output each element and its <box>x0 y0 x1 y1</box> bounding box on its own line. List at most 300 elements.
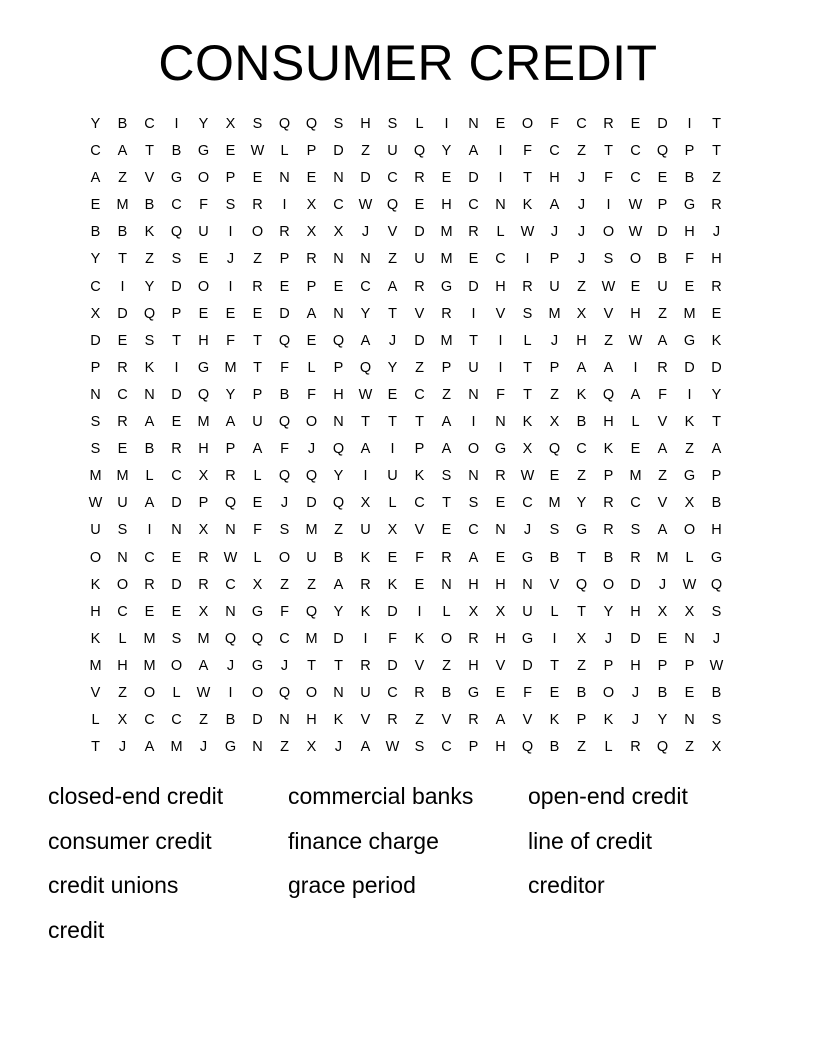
grid-letter: R <box>522 278 533 295</box>
grid-letter: Z <box>415 359 424 376</box>
grid-letter: A <box>630 386 641 403</box>
word-list-item: closed-end credit <box>48 783 224 809</box>
grid-letter: B <box>711 495 722 512</box>
grid-letter: L <box>91 712 100 729</box>
grid-letter: S <box>441 468 452 485</box>
grid-letter: E <box>387 549 398 566</box>
grid-letter: U <box>306 549 317 566</box>
grid-letter: S <box>468 495 479 512</box>
grid-letter: P <box>414 441 425 458</box>
grid-letter: I <box>228 684 233 701</box>
grid-letter: A <box>468 143 479 160</box>
grid-letter: J <box>604 630 613 647</box>
grid-letter: J <box>226 251 235 268</box>
grid-letter: J <box>199 739 208 756</box>
grid-letter: J <box>523 522 532 539</box>
grid-letter: H <box>306 712 317 729</box>
grid-letter: X <box>306 224 317 241</box>
grid-letter: R <box>414 170 425 187</box>
grid-letter: X <box>576 630 587 647</box>
grid-letter: G <box>251 657 264 674</box>
grid-letter: I <box>444 116 449 132</box>
word-list <box>48 774 768 952</box>
grid-letter: X <box>333 224 344 241</box>
grid-letter: Q <box>656 739 669 756</box>
grid-letter: Z <box>280 576 289 593</box>
grid-letter: H <box>684 224 695 241</box>
grid-letter: W <box>709 657 724 674</box>
grid-letter: C <box>279 630 290 647</box>
grid-letter: Z <box>712 170 721 187</box>
grid-letter: E <box>495 684 506 701</box>
grid-letter: K <box>522 197 533 214</box>
grid-letter: I <box>120 278 125 295</box>
grid-letter: B <box>549 549 560 566</box>
grid-letter: Y <box>90 116 101 132</box>
grid-letter: U <box>522 603 533 620</box>
grid-letter: F <box>253 522 262 539</box>
grid-letter: N <box>117 549 128 566</box>
grid-letter: P <box>90 359 101 376</box>
puzzle-title: CONSUMER CREDIT <box>158 35 658 91</box>
grid-letter: O <box>143 684 156 701</box>
grid-letter: R <box>360 657 371 674</box>
grid-letter: P <box>441 359 452 376</box>
grid-letter: R <box>603 116 614 132</box>
grid-letter: I <box>471 305 476 322</box>
grid-letter: T <box>307 657 316 674</box>
grid-letter: X <box>684 603 695 620</box>
grid-letter: J <box>361 224 370 241</box>
grid-letter: R <box>711 278 722 295</box>
word-list-item: line of credit <box>528 827 653 854</box>
grid-letter: E <box>495 549 506 566</box>
grid-letter: M <box>440 224 453 241</box>
grid-letter: B <box>441 684 452 701</box>
grid-letter: F <box>199 197 208 214</box>
grid-letter: Z <box>550 386 559 403</box>
grid-letter: R <box>603 495 614 512</box>
grid-letter: M <box>170 739 183 756</box>
grid-letter: J <box>631 712 640 729</box>
grid-letter: L <box>280 143 289 160</box>
grid-letter: C <box>576 441 587 458</box>
grid-letter: W <box>88 495 103 512</box>
grid-letter: I <box>174 116 179 132</box>
grid-letter: A <box>252 441 263 458</box>
grid-letter: E <box>711 305 722 322</box>
grid-letter: N <box>90 386 101 403</box>
grid-letter: P <box>684 657 695 674</box>
grid-letter: P <box>198 495 209 512</box>
grid-letter: A <box>387 278 398 295</box>
grid-letter: I <box>606 197 611 214</box>
grid-letter: T <box>712 414 721 431</box>
grid-letter: D <box>711 359 722 376</box>
grid-letter: V <box>144 170 155 187</box>
grid-letter: D <box>657 224 668 241</box>
grid-letter: J <box>334 739 343 756</box>
grid-letter: P <box>468 739 479 756</box>
grid-letter: Z <box>307 576 316 593</box>
grid-letter: Q <box>143 305 156 322</box>
grid-letter: X <box>657 603 668 620</box>
grid-letter: G <box>575 522 588 539</box>
grid-letter: L <box>253 549 262 566</box>
grid-letter: R <box>468 712 479 729</box>
grid-letter: G <box>197 359 210 376</box>
grid-letter: S <box>225 197 236 214</box>
grid-letter: D <box>522 657 533 674</box>
grid-letter: K <box>414 630 425 647</box>
grid-letter: H <box>441 197 452 214</box>
grid-letter: G <box>170 170 183 187</box>
grid-letter: D <box>171 495 182 512</box>
grid-letter: H <box>711 522 722 539</box>
grid-letter: C <box>171 197 182 214</box>
grid-letter: F <box>658 386 667 403</box>
grid-letter: Q <box>278 116 291 132</box>
grid-letter: Y <box>225 386 236 403</box>
grid-letter: M <box>656 549 669 566</box>
grid-letter: R <box>603 522 614 539</box>
grid-letter: B <box>576 684 587 701</box>
grid-letter: S <box>90 441 101 458</box>
grid-letter: W <box>385 739 400 756</box>
grid-letter: N <box>225 603 236 620</box>
grid-letter: V <box>657 414 668 431</box>
grid-letter: V <box>603 305 614 322</box>
grid-letter: K <box>684 414 695 431</box>
grid-letter: C <box>171 712 182 729</box>
grid-letter: W <box>628 197 643 214</box>
grid-letter: K <box>522 414 533 431</box>
grid-letter: Y <box>360 305 371 322</box>
grid-letter: D <box>657 116 668 132</box>
grid-letter: Q <box>413 143 426 160</box>
grid-letter: S <box>711 712 722 729</box>
grid-letter: D <box>90 332 101 349</box>
grid-letter: V <box>90 684 101 701</box>
grid-letter: W <box>601 278 616 295</box>
grid-letter: Q <box>332 495 345 512</box>
grid-letter: J <box>550 332 559 349</box>
grid-letter: M <box>89 468 102 485</box>
grid-letter: J <box>712 630 721 647</box>
grid-letter: E <box>171 603 182 620</box>
grid-letter: K <box>90 576 101 593</box>
grid-letter: C <box>630 143 641 160</box>
grid-letter: Z <box>577 468 586 485</box>
grid-letter: Z <box>658 468 667 485</box>
grid-letter: C <box>468 522 479 539</box>
grid-letter: F <box>523 143 532 160</box>
grid-letter: D <box>171 576 182 593</box>
grid-letter: O <box>602 224 615 241</box>
grid-letter: D <box>171 386 182 403</box>
grid-letter: O <box>629 251 642 268</box>
grid-letter: K <box>549 712 560 729</box>
grid-letter: L <box>523 332 532 349</box>
grid-letter: E <box>171 414 182 431</box>
grid-letter: B <box>117 116 128 132</box>
grid-letter: E <box>90 197 101 214</box>
grid-letter: D <box>630 576 641 593</box>
grid-letter: H <box>198 441 209 458</box>
grid-letter: P <box>171 305 182 322</box>
grid-letter: P <box>306 278 317 295</box>
grid-letter: L <box>415 116 424 132</box>
grid-letter: C <box>522 495 533 512</box>
grid-letter: J <box>658 576 667 593</box>
grid-letter: C <box>549 143 560 160</box>
grid-letter: T <box>523 170 532 187</box>
grid-letter: D <box>387 603 398 620</box>
grid-letter: V <box>549 576 560 593</box>
grid-letter: S <box>171 251 182 268</box>
grid-letter: O <box>602 684 615 701</box>
grid-letter: M <box>143 630 156 647</box>
grid-letter: U <box>252 414 263 431</box>
grid-letter: P <box>333 359 344 376</box>
grid-letter: R <box>468 224 479 241</box>
grid-letter: N <box>333 170 344 187</box>
grid-letter: S <box>414 739 425 756</box>
grid-letter: G <box>467 684 480 701</box>
grid-letter: D <box>279 305 290 322</box>
grid-letter: T <box>523 359 532 376</box>
grid-letter: J <box>577 251 586 268</box>
grid-letter: P <box>603 468 614 485</box>
word-list-item: grace period <box>288 872 416 898</box>
grid-letter: B <box>171 143 182 160</box>
grid-letter: I <box>471 414 476 431</box>
grid-letter: L <box>496 224 505 241</box>
grid-letter: V <box>495 657 506 674</box>
grid-letter: M <box>89 657 102 674</box>
grid-letter: D <box>333 630 344 647</box>
grid-letter: V <box>441 712 452 729</box>
grid-letter: D <box>252 712 263 729</box>
grid-letter: T <box>253 359 262 376</box>
grid-letter: I <box>282 197 287 214</box>
grid-letter: U <box>387 468 398 485</box>
grid-letter: Q <box>224 630 237 647</box>
grid-letter: A <box>144 414 155 431</box>
grid-letter: F <box>226 332 235 349</box>
grid-letter: E <box>549 684 560 701</box>
grid-letter: X <box>198 603 209 620</box>
grid-letter: H <box>117 657 128 674</box>
grid-letter: N <box>495 522 506 539</box>
grid-letter: Z <box>145 251 154 268</box>
grid-letter: H <box>198 332 209 349</box>
grid-letter: E <box>198 251 209 268</box>
grid-letter: I <box>552 630 557 647</box>
grid-letter: R <box>360 576 371 593</box>
grid-letter: E <box>414 576 425 593</box>
grid-letter: D <box>387 657 398 674</box>
grid-letter: X <box>306 197 317 214</box>
grid-letter: C <box>90 278 101 295</box>
grid-letter: R <box>657 359 668 376</box>
grid-letter: U <box>387 143 398 160</box>
grid-letter: B <box>117 224 128 241</box>
grid-letter: R <box>198 576 209 593</box>
grid-letter: D <box>468 278 479 295</box>
grid-letter: F <box>280 603 289 620</box>
grid-letter: I <box>498 143 503 160</box>
grid-letter: R <box>117 359 128 376</box>
grid-letter: K <box>414 468 425 485</box>
grid-letter: Q <box>575 576 588 593</box>
grid-letter: G <box>521 549 534 566</box>
grid-letter: E <box>549 468 560 485</box>
grid-letter: Y <box>711 386 722 403</box>
grid-letter: G <box>440 278 453 295</box>
grid-letter: Z <box>577 278 586 295</box>
grid-letter: A <box>468 549 479 566</box>
grid-letter: W <box>223 549 238 566</box>
grid-letter: H <box>630 305 641 322</box>
grid-letter: Z <box>442 386 451 403</box>
grid-letter: U <box>117 495 128 512</box>
grid-letter: J <box>550 224 559 241</box>
grid-letter: L <box>550 603 559 620</box>
grid-letter: H <box>630 657 641 674</box>
grid-letter: S <box>630 522 641 539</box>
grid-letter: X <box>495 603 506 620</box>
grid-letter: K <box>144 224 155 241</box>
grid-letter: P <box>279 251 290 268</box>
grid-letter: E <box>684 278 695 295</box>
grid-letter: E <box>630 441 641 458</box>
grid-letter: E <box>630 116 641 132</box>
grid-letter: A <box>144 739 155 756</box>
grid-letter: V <box>414 522 425 539</box>
grid-letter: P <box>225 441 236 458</box>
grid-letter: G <box>683 332 696 349</box>
grid-letter: A <box>144 495 155 512</box>
grid-letter: D <box>360 170 371 187</box>
grid-letter: H <box>495 278 506 295</box>
grid-letter: I <box>363 630 368 647</box>
grid-letter: P <box>306 143 317 160</box>
grid-letter: I <box>498 332 503 349</box>
grid-letter: W <box>628 224 643 241</box>
grid-letter: J <box>280 495 289 512</box>
word-list-item: commercial banks <box>288 783 474 809</box>
grid-letter: Q <box>278 468 291 485</box>
grid-letter: K <box>576 386 587 403</box>
grid-letter: I <box>687 116 692 132</box>
grid-letter: A <box>576 359 587 376</box>
grid-letter: H <box>468 657 479 674</box>
grid-letter: E <box>225 143 236 160</box>
grid-letter: D <box>117 305 128 322</box>
grid-letter: B <box>144 197 155 214</box>
grid-letter: C <box>144 116 155 132</box>
grid-letter: M <box>116 468 129 485</box>
grid-letter: S <box>387 116 398 132</box>
grid-letter: X <box>522 441 533 458</box>
grid-letter: A <box>657 441 668 458</box>
grid-letter: A <box>360 332 371 349</box>
grid-letter: Z <box>415 712 424 729</box>
grid-letter: F <box>604 170 613 187</box>
grid-letter: J <box>712 224 721 241</box>
grid-letter: L <box>253 468 262 485</box>
grid-letter: B <box>333 549 344 566</box>
grid-letter: F <box>496 386 505 403</box>
grid-letter: C <box>630 495 641 512</box>
grid-letter: M <box>224 359 237 376</box>
grid-letter: R <box>630 549 641 566</box>
grid-letter: U <box>360 522 371 539</box>
grid-letter: M <box>440 251 453 268</box>
grid-letter: W <box>250 143 265 160</box>
grid-letter: P <box>603 657 614 674</box>
grid-letter: A <box>360 739 371 756</box>
grid-letter: B <box>657 684 668 701</box>
grid-letter: Y <box>144 278 155 295</box>
grid-letter: R <box>495 468 506 485</box>
grid-letter: Z <box>685 441 694 458</box>
grid-letter: K <box>387 576 398 593</box>
grid-letter: I <box>228 278 233 295</box>
grid-letter: E <box>333 278 344 295</box>
grid-letter: N <box>225 522 236 539</box>
grid-letter: E <box>441 522 452 539</box>
grid-letter: R <box>117 414 128 431</box>
grid-letter: Y <box>333 603 344 620</box>
grid-letter: T <box>388 414 397 431</box>
grid-letter: L <box>442 603 451 620</box>
grid-letter: L <box>631 414 640 431</box>
grid-letter: J <box>577 197 586 214</box>
grid-letter: Z <box>118 170 127 187</box>
grid-letter: L <box>307 359 316 376</box>
grid-letter: H <box>495 630 506 647</box>
grid-letter: X <box>198 522 209 539</box>
grid-letter: R <box>252 278 263 295</box>
grid-letter: N <box>522 576 533 593</box>
grid-letter: R <box>414 684 425 701</box>
grid-letter: Q <box>305 603 318 620</box>
grid-letter: S <box>117 522 128 539</box>
grid-letter: S <box>603 251 614 268</box>
grid-letter: T <box>604 143 613 160</box>
grid-letter: U <box>414 251 425 268</box>
grid-letter: C <box>495 251 506 268</box>
grid-letter: F <box>550 116 559 132</box>
grid-letter: J <box>577 224 586 241</box>
grid-letter: Z <box>361 143 370 160</box>
grid-letter: P <box>657 197 668 214</box>
grid-letter: A <box>117 143 128 160</box>
grid-letter: B <box>90 224 101 241</box>
grid-letter: R <box>387 712 398 729</box>
grid-letter: A <box>90 170 101 187</box>
grid-letter: N <box>333 684 344 701</box>
grid-letter: D <box>414 224 425 241</box>
grid-letter: N <box>468 386 479 403</box>
grid-letter: X <box>225 116 236 132</box>
grid-letter: H <box>90 603 101 620</box>
grid-letter: F <box>280 359 289 376</box>
grid-letter: M <box>305 522 318 539</box>
grid-letter: O <box>467 441 480 458</box>
